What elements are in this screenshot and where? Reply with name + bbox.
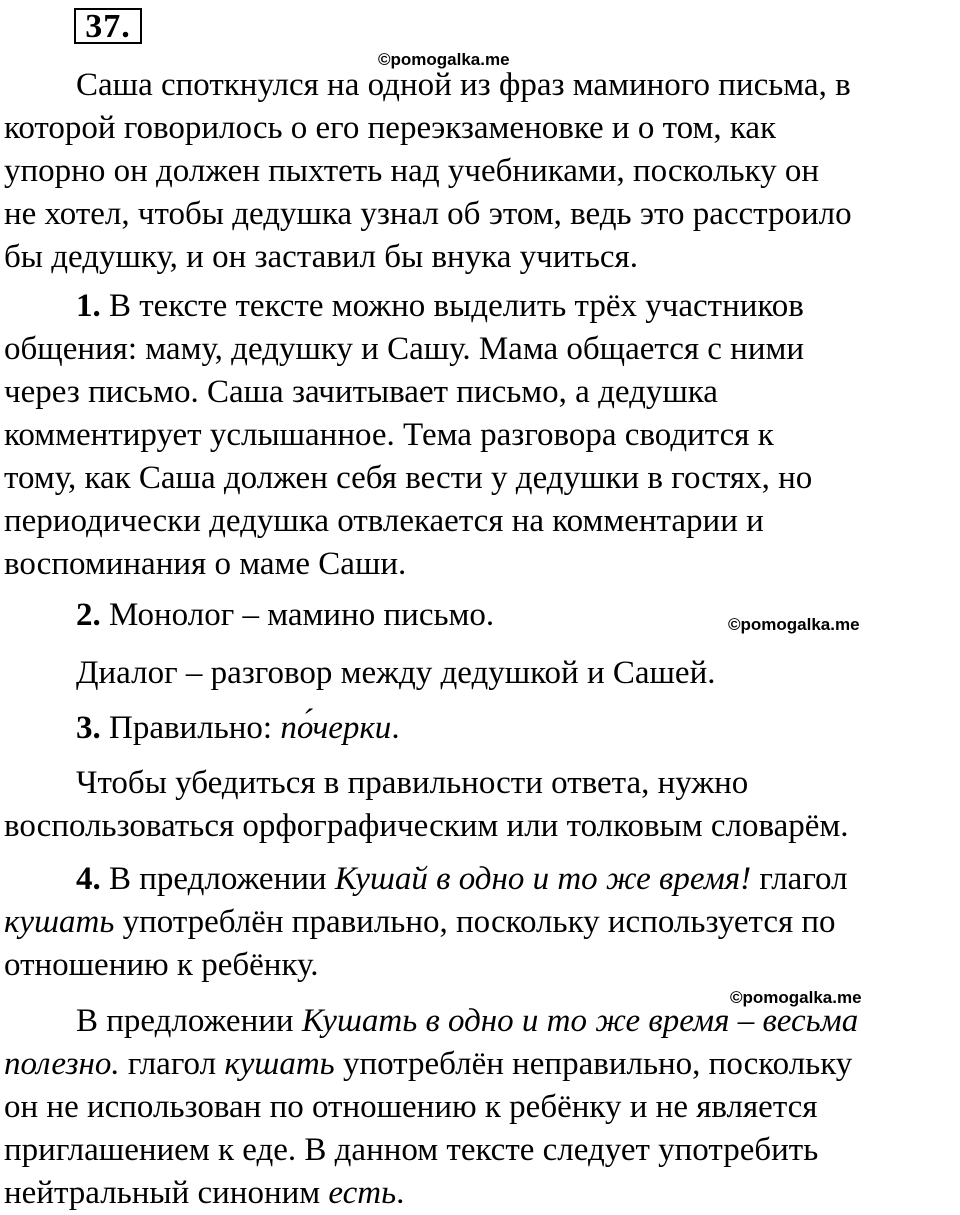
answer-1-line: комментирует услышанное. Тема разговора сводится к: [4, 417, 774, 453]
answer-1-line: тому, как Саша должен себя вести у дедушки в гостях, но: [4, 460, 813, 496]
intro-line: упорно он должен пыхтеть над учебниками, поскольку он: [4, 153, 819, 189]
answer-number: 1.: [76, 288, 101, 324]
stressed-word: по́черки: [280, 710, 392, 746]
intro-line: которой говорилось о его переэкзаменовке и о том, как: [4, 110, 777, 146]
intro-line: не хотел, чтобы дедушка узнал об этом, ведь это расстроило: [4, 196, 852, 232]
intro-line: бы дедушку, и он заставил бы внука учиться.: [4, 239, 638, 275]
watermark: ©pomogalka.me: [728, 615, 860, 634]
answer-4-second-paragraph: В предложении Кушать в одно и то же время – весьма полезно. глагол кушать употреблён неправильно, поскольку он не использован по отношению к ребёнку и не является приглашением к еде. В данном тексте следует употребить нейтральный синоним есть.: [4, 1003, 859, 1211]
watermark: ©pomogalka.me: [730, 988, 862, 1007]
answer-number: 2.: [76, 597, 101, 633]
intro-line: Саша споткнулся на одной из фраз маминого письма, в: [76, 67, 851, 103]
answer-1-line: общения: маму, дедушку и Сашу. Мама общается с ними: [4, 331, 805, 367]
answer-number: 3.: [76, 710, 101, 746]
intro-paragraph: [4, 64, 960, 279]
answer-2-monolog: 2. Монолог – мамино письмо.: [76, 597, 495, 633]
answer-2-dialog: Диалог – разговор между дедушкой и Сашей.: [76, 655, 716, 691]
answer-3-paragraph: 3. Правильно: по́черки.: [76, 710, 400, 746]
answer-1-paragraph: [4, 285, 960, 586]
watermark: ©pomogalka.me: [378, 50, 510, 69]
answer-1-line: через письмо. Саша зачитывает письмо, а дедушка: [4, 374, 718, 410]
answer-3-explanation: Чтобы убедиться в правильности ответа, нужно воспользоваться орфографическим или толковым словарём.: [4, 765, 849, 844]
answer-4-paragraph: 4. В предложении Кушай в одно и то же время! глагол кушать употреблён правильно, поскольку используется по отношению к ребёнку.: [4, 861, 848, 983]
answer-1-line: воспоминания о маме Саши.: [4, 546, 407, 582]
answer-1-line: периодически дедушка отвлекается на комментарии и: [4, 503, 764, 539]
answer-1-line: 1. В тексте тексте можно выделить трёх участников: [76, 288, 804, 324]
answer-number: 4.: [76, 861, 101, 897]
exercise-number: 37.: [74, 8, 142, 44]
